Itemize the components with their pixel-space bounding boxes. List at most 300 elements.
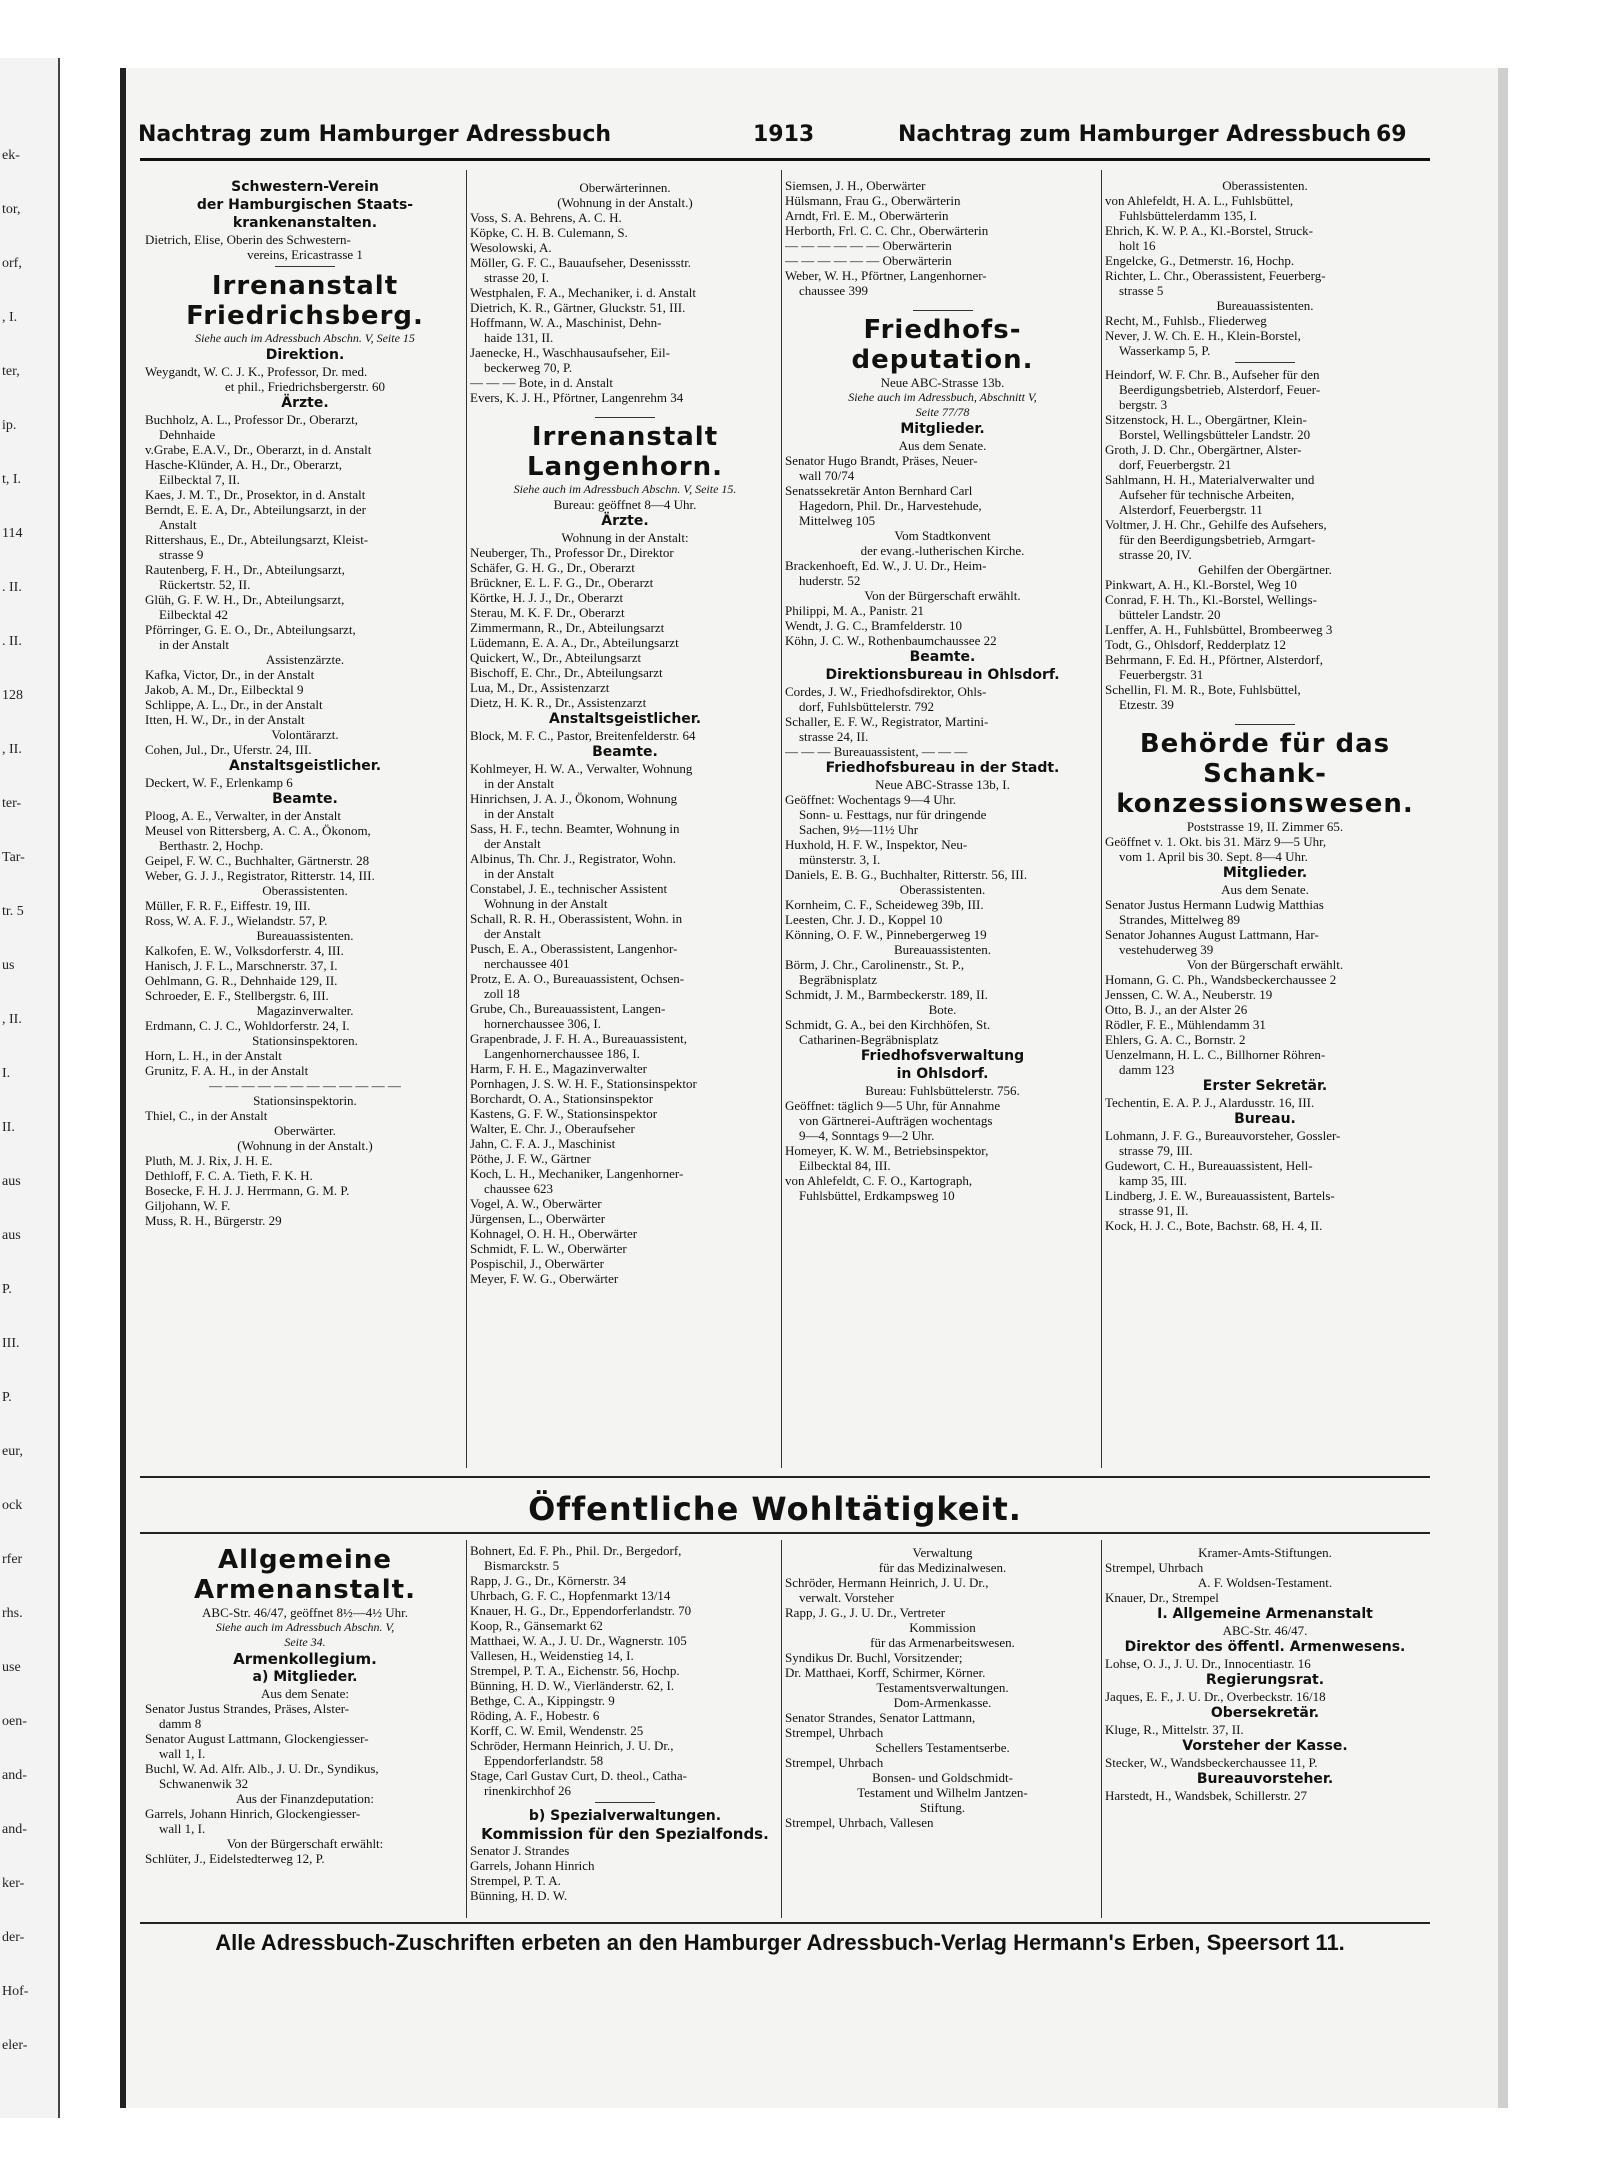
entry-line: Börm, J. Chr., Carolinenstr., St. P., xyxy=(785,957,965,972)
entry-line: — — — — — — Oberwärterin xyxy=(785,253,952,268)
entry-line: Strandes, Mittelweg 89 xyxy=(1119,912,1240,927)
entry-line: Sachen, 9½—11½ Uhr xyxy=(799,822,919,837)
entry-line: Stationsinspektorin. xyxy=(253,1093,357,1108)
entry-line: Meusel von Rittersberg, A. C. A., Ökonom, xyxy=(145,823,371,838)
entry-line: Geöffnet v. 1. Okt. bis 31. März 9—5 Uhr, xyxy=(1105,834,1327,849)
entry-line: Röding, A. F., Hobestr. 6 xyxy=(470,1708,600,1723)
entry-line: der evang.-lutherischen Kirche. xyxy=(860,543,1025,558)
header-year: 1913 xyxy=(753,122,815,147)
entry-line: strasse 20, IV. xyxy=(1119,547,1192,562)
entry-line: von Gärtnerei-Aufträgen wochentags xyxy=(799,1113,993,1128)
edge-fragment: II. xyxy=(2,1120,15,1135)
entry-line: Rapp, J. G., J. U. Dr., Vertreter xyxy=(785,1605,946,1620)
entry-line: damm 123 xyxy=(1119,1062,1175,1077)
entry-line: Garrels, Johann Hinrich, Glockengiesser- xyxy=(145,1806,361,1821)
page-shadow xyxy=(1498,68,1508,2108)
entry-line: Fuhlsbüttelerdamm 135, I. xyxy=(1119,208,1257,223)
entry-line: Schröder, Hermann Heinrich, J. U. Dr., xyxy=(785,1575,989,1590)
section-heading: Direktion. xyxy=(265,347,345,363)
entry-line: Berthastr. 2, Hochp. xyxy=(159,838,264,853)
entry-line: Von der Bürgerschaft erwählt. xyxy=(1186,957,1344,972)
section-heading: Irrenanstalt xyxy=(531,422,719,452)
edge-fragment: us xyxy=(2,958,15,973)
entry-line: Harstedt, H., Wandsbek, Schillerstr. 27 xyxy=(1105,1788,1307,1803)
entry-line: Todt, G., Ohlsdorf, Redderplatz 12 xyxy=(1105,637,1287,652)
edge-fragment: and- xyxy=(2,1822,27,1837)
entry-line: Hanisch, J. F. L., Marschnerstr. 37, I. xyxy=(145,958,338,973)
entry-line: — — — — — — — — — — — — xyxy=(209,1078,401,1093)
entry-line: A. F. Woldsen-Testament. xyxy=(1197,1575,1333,1590)
entry-line: Schellers Testamentserbe. xyxy=(875,1740,1010,1755)
section-heading: Schank- xyxy=(1203,759,1327,789)
section-heading: Erster Sekretär. xyxy=(1202,1078,1328,1094)
entry-line: Hinrichsen, J. A. J., Ökonom, Wohnung xyxy=(470,791,678,806)
edge-fragment: Hof- xyxy=(2,1984,29,1999)
entry-line: Wasserkamp 5, P. xyxy=(1119,343,1211,358)
entry-line: Knauer, Dr., Strempel xyxy=(1105,1590,1219,1605)
entry-line: Schaller, E. F. W., Registrator, Martini- xyxy=(785,714,989,729)
entry-line: Engelcke, G., Detmerstr. 16, Hochp. xyxy=(1105,253,1295,268)
entry-line: Ehrich, K. W. P. A., Kl.-Borstel, Struck- xyxy=(1105,223,1313,238)
entry-line: Albinus, Th. Chr. J., Registrator, Wohn. xyxy=(470,851,676,866)
edge-fragment: , II. xyxy=(2,742,22,757)
entry-line: Kramer-Amts-Stiftungen. xyxy=(1198,1545,1332,1560)
entry-line: Bureauassistenten. xyxy=(1216,298,1314,313)
section-heading: Obersekretär. xyxy=(1210,1705,1320,1721)
entry-line: Oberassistenten. xyxy=(1222,178,1308,193)
entry-line: Dom-Armenkasse. xyxy=(893,1695,992,1710)
entry-line: chaussee 623 xyxy=(484,1181,553,1196)
entry-line: Siehe auch im Adressbuch Abschn. V, Seite 15. xyxy=(513,482,737,496)
entry-line: Etzestr. 39 xyxy=(1119,697,1174,712)
edge-fragment: . II. xyxy=(2,634,22,649)
section-heading: Beamte. xyxy=(592,744,658,760)
entry-line: Knauer, H. G., Dr., Eppendorferlandstr. 70 xyxy=(470,1603,692,1618)
entry-line: Senator Johannes August Lattmann, Har- xyxy=(1105,927,1319,942)
entry-line: Senator Hugo Brandt, Präses, Neuer- xyxy=(785,453,978,468)
column-rule xyxy=(466,1540,467,1918)
footer-notice: Alle Adressbuch-Zuschriften erbeten an den Hamburger Adressbuch-Verlag Hermann's Erben, Speersort 11. xyxy=(215,1930,1345,1955)
entry-line: Sonn- u. Festtags, nur für dringende xyxy=(799,807,987,822)
entry-line: für das Medizinalwesen. xyxy=(878,1560,1007,1575)
section-heading: Direktionsbureau in Ohlsdorf. xyxy=(825,667,1060,683)
edge-fragment: P. xyxy=(2,1282,12,1297)
edge-fragment: der- xyxy=(2,1930,25,1945)
entry-line: haide 131, II. xyxy=(484,330,554,345)
edge-fragment: aus xyxy=(2,1228,21,1243)
entry-line: Poststrasse 19, II. Zimmer 65. xyxy=(1186,819,1344,834)
section-rule xyxy=(140,1532,1430,1534)
entry-line: Bohnert, Ed. F. Ph., Phil. Dr., Bergedorf, xyxy=(470,1543,682,1558)
entry-line: Bethge, C. A., Kippingstr. 9 xyxy=(470,1693,615,1708)
charity-column-3 xyxy=(785,1545,1100,1830)
entry-line: huderstr. 52 xyxy=(799,573,861,588)
charity-column-2 xyxy=(470,1543,780,1903)
entry-line: von Ahlefeldt, H. A. L., Fuhlsbüttel, xyxy=(1105,193,1294,208)
entry-line: Bosecke, F. H. J. J. Herrmann, G. M. P. xyxy=(145,1183,350,1198)
section-heading: Bureau. xyxy=(1234,1111,1296,1127)
entry-line: Buchholz, A. L., Professor Dr., Oberarzt, xyxy=(145,412,359,427)
entry-line: Magazinverwalter. xyxy=(256,1003,354,1018)
entry-line: Rittershaus, E., Dr., Abteilungsarzt, Kleist- xyxy=(145,532,369,547)
entry-line: — — — — — — Oberwärterin xyxy=(785,238,952,253)
entry-line: Schellin, Fl. M. R., Bote, Fuhlsbüttel, xyxy=(1105,682,1301,697)
entry-line: Behrmann, F. Ed. H., Pförtner, Alsterdorf, xyxy=(1105,652,1323,667)
entry-line: Giljohann, W. F. xyxy=(145,1198,231,1213)
entry-line: Beerdigungsbetrieb, Alsterdorf, Feuer- xyxy=(1119,382,1321,397)
entry-line: Zimmermann, R., Dr., Abteilungsarzt xyxy=(470,620,665,635)
entry-line: Grube, Ch., Bureauassistent, Langen- xyxy=(470,1001,666,1016)
entry-line: Schmidt, G. A., bei den Kirchhöfen, St. xyxy=(785,1017,991,1032)
entry-line: Kalkofen, E. W., Volksdorferstr. 4, III. xyxy=(145,943,344,958)
edge-fragment: eur, xyxy=(2,1444,23,1459)
entry-line: Otto, B. J., an der Alster 26 xyxy=(1105,1002,1248,1017)
entry-line: Schröder, Hermann Heinrich, J. U. Dr., xyxy=(470,1738,674,1753)
entry-line: Bureauassistenten. xyxy=(256,928,354,943)
entry-line: Heindorf, W. F. Chr. B., Aufseher für den xyxy=(1105,367,1320,382)
charity-column-4 xyxy=(1105,1545,1425,1803)
column-1 xyxy=(145,178,465,1228)
entry-line: Strempel, P. T. A., Eichenstr. 56, Hochp. xyxy=(470,1663,680,1678)
entry-line: Groth, J. D. Chr., Obergärtner, Alster- xyxy=(1105,442,1302,457)
entry-line: Jahn, C. F. A. J., Maschinist xyxy=(470,1136,616,1151)
entry-line: strasse 9 xyxy=(159,547,204,562)
section-heading: krankenanstalten. xyxy=(232,215,378,231)
entry-line: holt 16 xyxy=(1119,238,1156,253)
column-rule xyxy=(1101,1540,1102,1918)
entry-line: Harm, F. H. E., Magazinverwalter xyxy=(470,1061,647,1076)
entry-line: Horn, L. H., in der Anstalt xyxy=(145,1048,282,1063)
entry-line: dorf, Fuhlsbüttelerstr. 792 xyxy=(799,699,935,714)
entry-line: strasse 20, I. xyxy=(484,270,549,285)
entry-line: Jaenecke, H., Waschhausaufseher, Eil- xyxy=(470,345,670,360)
entry-line: Weber, G. J. J., Registrator, Ritterstr. 14, III. xyxy=(145,868,375,883)
entry-line: Evers, K. J. H., Pförtner, Langenrehm 34 xyxy=(470,390,684,405)
entry-line: Pinkwart, A. H., Kl.-Borstel, Weg 10 xyxy=(1105,577,1297,592)
entry-line: Kluge, R., Mittelstr. 37, II. xyxy=(1105,1722,1244,1737)
entry-line: dorf, Feuerbergstr. 21 xyxy=(1119,457,1232,472)
entry-line: Oberassistenten. xyxy=(262,883,348,898)
entry-line: Strempel, P. T. A. xyxy=(470,1873,561,1888)
entry-line: Begräbnisplatz xyxy=(799,972,877,987)
entry-line: Kock, H. J. C., Bote, Bachstr. 68, H. 4, II. xyxy=(1105,1218,1323,1233)
entry-line: Eppendorferlandstr. 58 xyxy=(484,1753,604,1768)
entry-line: Philippi, M. A., Panistr. 21 xyxy=(785,603,925,618)
entry-line: Jaques, E. F., J. U. Dr., Overbeckstr. 16/18 xyxy=(1105,1689,1326,1704)
entry-line: Von der Bürgerschaft erwählt. xyxy=(864,588,1021,603)
entry-line: der Anstalt xyxy=(484,926,541,941)
entry-line: Vallesen, H., Weidenstieg 14, I. xyxy=(470,1648,634,1663)
entry-line: für das Armenarbeitswesen. xyxy=(870,1635,1015,1650)
entry-line: beckerweg 70, P. xyxy=(484,360,573,375)
entry-line: Pornhagen, J. S. W. H. F., Stationsinspektor xyxy=(470,1076,697,1091)
entry-line: Sterau, M. K. F. Dr., Oberarzt xyxy=(470,605,625,620)
entry-line: Hoffmann, W. A., Maschinist, Dehn- xyxy=(470,315,662,330)
entry-line: Hagedorn, Phil. Dr., Harvestehude, xyxy=(799,498,982,513)
entry-line: strasse 91, II. xyxy=(1119,1203,1189,1218)
entry-line: Schmidt, F. L. W., Oberwärter xyxy=(470,1241,627,1256)
entry-line: Volontärarzt. xyxy=(271,727,339,742)
entry-line: Recht, M., Fuhlsb., Fliederweg xyxy=(1105,313,1267,328)
entry-line: Pusch, E. A., Oberassistent, Langenhor- xyxy=(470,941,678,956)
entry-line: Rückertstr. 52, II. xyxy=(159,577,251,592)
section-heading: Beamte. xyxy=(909,649,976,665)
entry-line: Wesolowski, A. xyxy=(470,240,552,255)
section-heading: in Ohlsdorf. xyxy=(896,1066,989,1082)
section-heading: Friedhofs- xyxy=(863,315,1022,345)
entry-line: Wohnung in der Anstalt: xyxy=(561,530,689,545)
section-heading: Direktor des öffentl. Armenwesens. xyxy=(1124,1639,1406,1655)
entry-line: in der Anstalt xyxy=(159,637,230,652)
edge-fragment: tr. 5 xyxy=(2,904,24,919)
entry-line: Oberwärterinnen. xyxy=(579,180,671,195)
entry-line: chaussee 399 xyxy=(799,283,868,298)
section-heading: Bureauvorsteher. xyxy=(1196,1771,1334,1787)
entry-line: Mittelweg 105 xyxy=(799,513,876,528)
entry-line: Muss, R. H., Bürgerstr. 29 xyxy=(145,1213,282,1228)
edge-fragment: eler- xyxy=(2,2038,28,2053)
entry-line: Voss, S. A. Behrens, A. C. H. xyxy=(470,210,622,225)
entry-line: Pförringer, G. E. O., Dr., Abteilungsarzt, xyxy=(145,622,356,637)
entry-line: Kohnagel, O. H. H., Oberwärter xyxy=(470,1226,638,1241)
entry-line: Seite 34. xyxy=(284,1635,326,1649)
entry-line: Block, M. F. C., Pastor, Breitenfelderstr. 64 xyxy=(470,728,696,743)
entry-line: in der Anstalt xyxy=(484,866,555,881)
entry-line: verwalt. Vorsteher xyxy=(799,1590,894,1605)
section-heading: Friedrichsberg. xyxy=(186,301,424,331)
entry-line: Jenssen, C. W. A., Neuberstr. 19 xyxy=(1105,987,1273,1002)
entry-line: Ehlers, G. A. C., Bornstr. 2 xyxy=(1105,1032,1246,1047)
page-number: 69 xyxy=(1376,122,1407,147)
entry-line: Senatssekretär Anton Bernhard Carl xyxy=(785,483,973,498)
entry-line: Siehe auch im Adressbuch, Abschnitt V, xyxy=(848,390,1037,404)
entry-line: — — — Bote, in d. Anstalt xyxy=(470,375,613,390)
column-rule xyxy=(1101,170,1102,1468)
entry-line: Walter, E. Chr. J., Oberaufseher xyxy=(470,1121,635,1136)
section-heading: Armenkollegium. xyxy=(233,1650,377,1668)
entry-line: Borchardt, O. A., Stationsinspektor xyxy=(470,1091,654,1106)
entry-line: Vogel, A. W., Oberwärter xyxy=(470,1196,602,1211)
entry-line: kamp 35, III. xyxy=(1119,1173,1187,1188)
entry-line: Bonsen- und Goldschmidt- xyxy=(872,1770,1013,1785)
page-header xyxy=(138,122,1407,152)
header-left: Nachtrag zum Hamburger Adressbuch xyxy=(138,122,612,147)
entry-line: Schlüter, J., Eidelstedterweg 12, P. xyxy=(145,1851,325,1866)
entry-line: Körtke, H. J. J., Dr., Oberarzt xyxy=(470,590,624,605)
entry-line: Sitzenstock, H. L., Obergärtner, Klein- xyxy=(1105,412,1307,427)
entry-line: nerchaussee 401 xyxy=(484,956,570,971)
entry-line: bergstr. 3 xyxy=(1119,397,1168,412)
entry-line: Lindberg, J. E. W., Bureauassistent, Bartels- xyxy=(1105,1188,1335,1203)
entry-line: Senator Justus Strandes, Präses, Alster- xyxy=(145,1701,350,1716)
entry-line: Gehilfen der Obergärtner. xyxy=(1198,562,1332,577)
column-rule xyxy=(781,1540,782,1918)
entry-line: Von der Bürgerschaft erwählt: xyxy=(226,1836,384,1851)
edge-fragment: ip. xyxy=(2,418,17,433)
entry-line: Schroeder, E. F., Stellbergstr. 6, III. xyxy=(145,988,329,1003)
column-2 xyxy=(470,180,780,1286)
entry-line: Rautenberg, F. H., Dr., Abteilungsarzt, xyxy=(145,562,345,577)
entry-line: Syndikus Dr. Buchl, Vorsitzender; xyxy=(785,1650,963,1665)
entry-line: Eilbecktal 84, III. xyxy=(799,1158,891,1173)
entry-line: Ploog, A. E., Verwalter, in der Anstalt xyxy=(145,808,342,823)
entry-line: in der Anstalt xyxy=(484,776,555,791)
entry-line: Müller, F. R. F., Eiffestr. 19, III. xyxy=(145,898,311,913)
section-heading: Armenanstalt. xyxy=(194,1575,416,1605)
edge-fragment: Tar- xyxy=(2,850,25,865)
entry-line: Pöthe, J. F. W., Gärtner xyxy=(470,1151,591,1166)
entry-line: Bischoff, E. Chr., Dr., Abteilungsarzt xyxy=(470,665,663,680)
entry-line: Eilbecktal 7, II. xyxy=(159,472,240,487)
entry-line: Testamentsverwaltungen. xyxy=(876,1680,1009,1695)
section-heading: Ärzte. xyxy=(601,513,649,529)
entry-line: Feuerbergstr. 31 xyxy=(1119,667,1204,682)
column-rule xyxy=(781,170,782,1468)
section-heading: Anstaltsgeistlicher. xyxy=(548,711,702,727)
section-heading: Friedhofsbureau in der Stadt. xyxy=(825,760,1060,776)
entry-line: vestehuderweg 39 xyxy=(1119,942,1214,957)
section-heading: a) Mitglieder. xyxy=(252,1669,358,1685)
entry-line: Geipel, F. W. C., Buchhalter, Gärtnerstr. 28 xyxy=(145,853,370,868)
edge-fragment: , II. xyxy=(2,1012,22,1027)
entry-line: Schlippe, A. L., Dr., in der Anstalt xyxy=(145,697,323,712)
entry-line: Cohen, Jul., Dr., Uferstr. 24, III. xyxy=(145,742,312,757)
entry-line: Kaes, J. M. T., Dr., Prosektor, in d. Anstalt xyxy=(145,487,366,502)
entry-line: von Ahlefeldt, C. F. O., Kartograph, xyxy=(785,1173,973,1188)
entry-line: Langenhornerchaussee 186, I. xyxy=(484,1046,640,1061)
entry-line: Koch, L. H., Mechaniker, Langenhorner- xyxy=(470,1166,684,1181)
entry-line: Strempel, Uhrbach xyxy=(1105,1560,1204,1575)
entry-line: Deckert, W. F., Erlenkamp 6 xyxy=(145,775,293,790)
entry-line: Conrad, F. H. Th., Kl.-Borstel, Wellings- xyxy=(1105,592,1317,607)
edge-fragment: I. xyxy=(2,1066,11,1081)
entry-line: Geöffnet: Wochentags 9—4 Uhr. xyxy=(785,792,957,807)
entry-line: Möller, G. F. C., Bauaufseher, Desenissstr. xyxy=(470,255,692,270)
section-heading: Kommission für den Spezialfonds. xyxy=(481,1825,769,1843)
section-heading: Beamte. xyxy=(272,791,338,807)
entry-line: Uhrbach, G. F. C., Hopfenmarkt 13/14 xyxy=(470,1588,671,1603)
entry-line: Korff, C. W. Emil, Wendenstr. 25 xyxy=(470,1723,644,1738)
entry-line: Matthaei, W. A., J. U. Dr., Wagnerstr. 105 xyxy=(470,1633,687,1648)
entry-line: Aus dem Senate. xyxy=(898,438,987,453)
entry-line: Kastens, G. F. W., Stationsinspektor xyxy=(470,1106,658,1121)
entry-line: Meyer, F. W. G., Oberwärter xyxy=(470,1271,619,1286)
entry-line: Pluth, M. J. Rix, J. H. E. xyxy=(145,1153,273,1168)
section-heading: Vorsteher der Kasse. xyxy=(1182,1738,1348,1754)
section-heading: Irrenanstalt xyxy=(211,271,399,301)
entry-line: Stecker, W., Wandsbeckerchaussee 11, P. xyxy=(1105,1755,1318,1770)
entry-line: Eilbecktal 42 xyxy=(159,607,228,622)
entry-line: Catharinen-Begräbnisplatz xyxy=(799,1032,939,1047)
edge-fragment: t, I. xyxy=(2,472,22,487)
entry-line: Bureau: Fuhlsbüttelerstr. 756. xyxy=(865,1083,1020,1098)
entry-line: Siehe auch im Adressbuch Abschn. V, xyxy=(215,1620,395,1634)
entry-line: Aufseher für technische Arbeiten, xyxy=(1119,487,1295,502)
entry-line: Bünning, H. D. W. xyxy=(470,1888,568,1903)
entry-line: Oberassistenten. xyxy=(899,882,986,897)
entry-line: Bureau: geöffnet 8—4 Uhr. xyxy=(553,497,697,512)
entry-line: Dethloff, F. C. A. Tieth, F. K. H. xyxy=(145,1168,313,1183)
entry-line: Strempel, Uhrbach xyxy=(785,1725,884,1740)
entry-line: Anstalt xyxy=(159,517,197,532)
section-heading: Friedhofsverwaltung xyxy=(860,1048,1025,1064)
entry-line: Wohnung in der Anstalt xyxy=(484,896,608,911)
entry-line: ABC-Str. 46/47, geöffnet 8½—4½ Uhr. xyxy=(202,1605,408,1620)
entry-line: Koop, R., Gänsemarkt 62 xyxy=(470,1618,603,1633)
entry-line: Strempel, Uhrbach, Vallesen xyxy=(785,1815,934,1830)
edge-fragment: ek- xyxy=(2,148,20,163)
entry-line: Stationsinspektoren. xyxy=(252,1033,358,1048)
entry-line: Neue ABC-Strasse 13b. xyxy=(880,375,1005,390)
entry-line: Arndt, Frl. E. M., Oberwärterin xyxy=(785,208,949,223)
header-right: Nachtrag zum Hamburger Adressbuch xyxy=(898,122,1372,147)
entry-line: Glüh, G. F. W. H., Dr., Abteilungsarzt, xyxy=(145,592,345,607)
entry-line: Brackenhoeft, Ed. W., J. U. Dr., Heim- xyxy=(785,558,987,573)
entry-line: Wendt, J. G. C., Bramfelderstr. 10 xyxy=(785,618,962,633)
entry-line: Jakob, A. M., Dr., Eilbecktal 9 xyxy=(145,682,304,697)
section-heading: deputation. xyxy=(851,345,1034,375)
entry-line: 9—4, Sonntags 9—2 Uhr. xyxy=(799,1128,935,1143)
entry-line: für den Beerdigungsbetrieb, Armgart- xyxy=(1119,532,1316,547)
entry-line: Thiel, C., in der Anstalt xyxy=(145,1108,268,1123)
entry-line: Sahlmann, H. H., Materialverwalter und xyxy=(1105,472,1315,487)
section-heading: I. Allgemeine Armenanstalt xyxy=(1157,1606,1373,1622)
entry-line: Kafka, Victor, Dr., in der Anstalt xyxy=(145,667,315,682)
entry-line: Stage, Carl Gustav Curt, D. theol., Catha- xyxy=(470,1768,687,1783)
edge-fragment: oen- xyxy=(2,1714,27,1729)
entry-line: Senator August Lattmann, Glockengiesser- xyxy=(145,1731,369,1746)
entry-line: Könning, O. F. W., Pinnebergerweg 19 xyxy=(785,927,987,942)
edge-fragment: III. xyxy=(2,1336,20,1351)
entry-line: Assistenzärzte. xyxy=(265,652,345,667)
edge-fragment: ter- xyxy=(2,796,22,811)
entry-line: — — — Bureauassistent, — — — xyxy=(785,744,968,759)
spacer-rule xyxy=(785,298,1100,306)
entry-line: Köhn, J. C. W., Rothenbaumchaussee 22 xyxy=(785,633,997,648)
spacer-rule xyxy=(1235,724,1295,725)
entry-line: Jürgensen, L., Oberwärter xyxy=(470,1211,606,1226)
entry-line: Rapp, J. G., Dr., Körnerstr. 34 xyxy=(470,1573,626,1588)
entry-line: Berndt, E. E. A, Dr., Abteilungsarzt, in der xyxy=(145,502,366,517)
entry-line: Kommission xyxy=(909,1620,976,1635)
entry-line: Sass, H. F., techn. Beamter, Wohnung in xyxy=(470,821,680,836)
entry-line: Garrels, Johann Hinrich xyxy=(470,1858,595,1873)
entry-line: Dr. Matthaei, Korff, Schirmer, Körner. xyxy=(785,1665,986,1680)
entry-line: münsterstr. 3, I. xyxy=(799,852,881,867)
section-heading: Ärzte. xyxy=(281,395,329,411)
section-heading: b) Spezialverwaltungen. xyxy=(528,1808,722,1824)
edge-fragment: ter, xyxy=(2,364,20,379)
entry-line: Buchl, W. Ad. Alfr. Alb., J. U. Dr., Syndikus, xyxy=(145,1761,379,1776)
entry-line: Aus dem Senate. xyxy=(1221,882,1309,897)
spacer-rule xyxy=(595,417,655,418)
entry-line: Schall, R. R. H., Oberassistent, Wohn. in xyxy=(470,911,683,926)
entry-line: Aus dem Senate: xyxy=(260,1686,350,1701)
edge-fragment: P. xyxy=(2,1390,12,1405)
entry-line: Lohse, O. J., J. U. Dr., Innocentiastr. 16 xyxy=(1105,1656,1311,1671)
section-heading: Regierungsrat. xyxy=(1205,1672,1325,1688)
entry-line: Oehlmann, G. R., Dehnhaide 129, II. xyxy=(145,973,338,988)
entry-line: Bünning, H. D. W., Vierländerstr. 62, I. xyxy=(470,1678,675,1693)
entry-line: Dehnhaide xyxy=(159,427,216,442)
entry-line: Weber, W. H., Pförtner, Langenhorner- xyxy=(785,268,987,283)
entry-line: Lüdemann, E. A. A., Dr., Abteilungsarzt xyxy=(470,635,679,650)
entry-line: der Anstalt xyxy=(484,836,541,851)
entry-line: Herborth, Frl. C. C. Chr., Oberwärterin xyxy=(785,223,989,238)
entry-line: Westphalen, F. A., Mechaniker, i. d. Anstalt xyxy=(470,285,696,300)
entry-line: Bismarckstr. 5 xyxy=(484,1558,560,1573)
entry-line: Uenzelmann, H. L. C., Billhorner Röhren- xyxy=(1105,1047,1326,1062)
